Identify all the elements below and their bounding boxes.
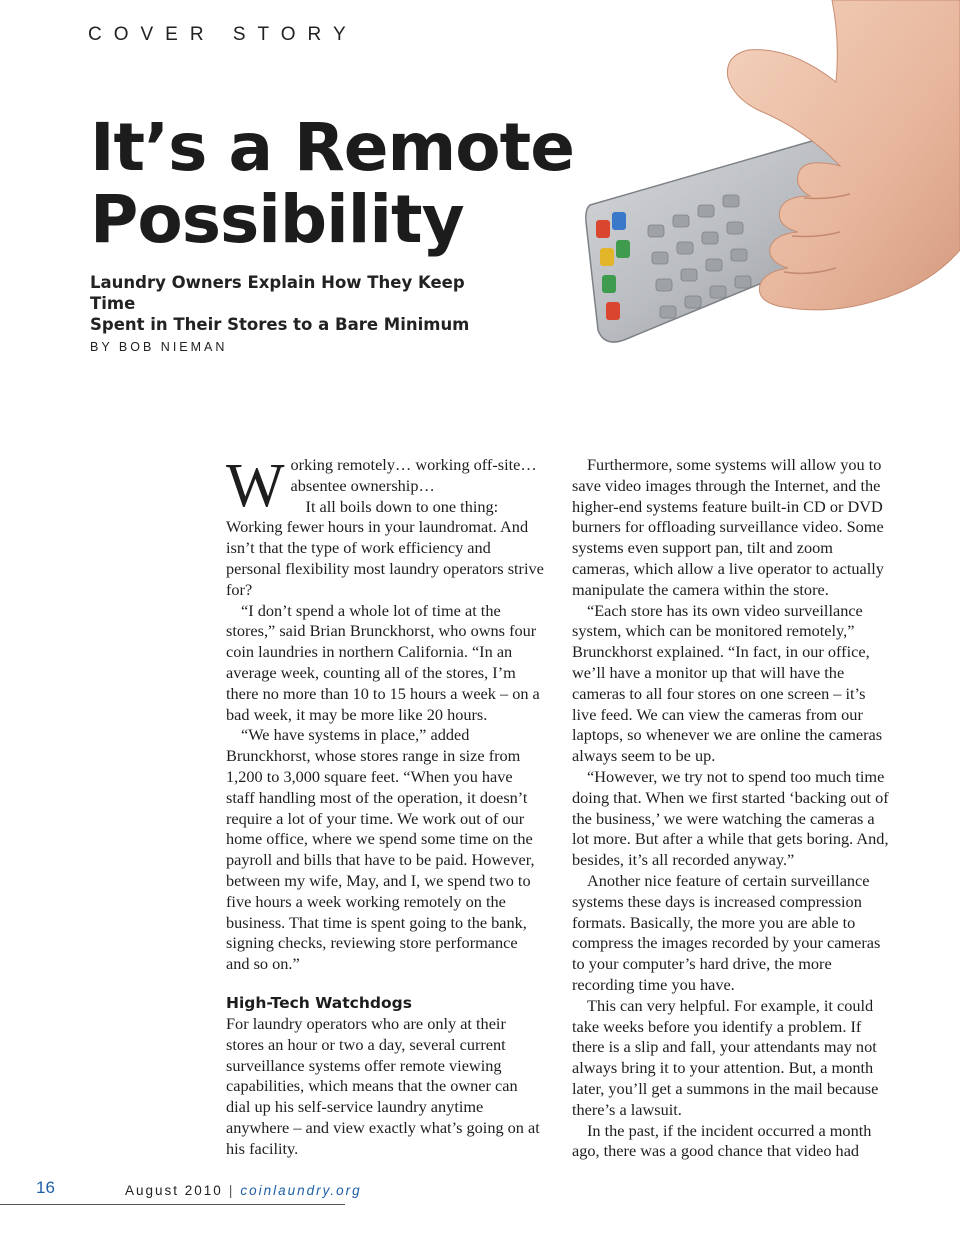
- footer-site-link[interactable]: coinlaundry.org: [240, 1183, 362, 1198]
- article-paragraph: In the past, if the incident occurred a month ago, there was a good chance that video had: [572, 1120, 872, 1161]
- article-paragraph: “We have systems in place,” added Brunckhorst, whose stores range in size from 1,200 to 3,000 square feet. “When you have staff handling most of the operation, it doesn’t require a lot of your time. We work out of our home office, where we spend some time on the payroll and bills that have to be paid. However, between my wife, May, and I, we spend two to five hours a week working remotely on the business. That time is spent going to the bank, signing checks, reviewing store performance and so on.”: [226, 725, 535, 974]
- page-number: 16: [36, 1178, 55, 1197]
- article-paragraph-text: orking remotely… working off-site… absentee ownership…: [290, 455, 537, 495]
- footer-separator: |: [228, 1183, 235, 1198]
- article-title: [90, 109, 610, 258]
- article-paragraph: This can very helpful. For example, it could take weeks before you identify a problem. If there is a slip and fall, your attendants may not always bring it to your attention. But, a month later, you’ll get a summons in the mail because there’s a lawsuit.: [572, 995, 879, 1119]
- drop-cap: W: [226, 452, 285, 520]
- article-paragraph: [226, 452, 544, 520]
- section-subhead: High-Tech Watchdogs: [226, 993, 412, 1012]
- hand-holding-remote-photo: [578, 0, 960, 352]
- article-paragraph: “However, we try not to spend too much time doing that. When we first started ‘backing out of the business,’ we were watching the cameras a lot more. But after a while that gets boring. And, besides, it’s all recorded anyway.”: [572, 766, 889, 870]
- article-paragraph: It all boils down to one thing: Working fewer hours in your laundromat. And isn’t that the type of work efficiency and personal flexibility most laundry operators strive for?: [226, 496, 544, 599]
- article-paragraph: Another nice feature of certain surveillance systems these days is increased compression formats. Basically, the more you are able to compress the images recorded by your cameras to your computer’s hard drive, the more recording time you have.: [572, 870, 881, 994]
- article-title-line-1: It’s a Remote: [90, 109, 574, 186]
- article-column-1: [226, 452, 544, 1160]
- byline: BY BOB NIEMAN: [90, 340, 228, 354]
- footer: [125, 1183, 362, 1198]
- article-subtitle-line-1: Laundry Owners Explain How They Keep Time: [90, 273, 465, 313]
- footer-date: August 2010: [125, 1183, 223, 1198]
- article-paragraph: “I don’t spend a whole lot of time at the stores,” said Brian Brunckhorst, who owns four coin laundries in northern California. “In an average week, counting all of the stores, I’m there no more than 10 to 15 hours a week – on a bad week, it may be more like 20 hours.: [226, 600, 540, 724]
- footer-rule: [0, 1204, 345, 1205]
- article-column-2: [572, 455, 890, 1162]
- article-paragraph: “Each store has its own video surveillance system, which can be monitored remotely,” Brunckhorst explained. “In fact, in our office, we’ll have a monitor up that will have the cameras to all four stores on one screen – it’s live feed. We can view the cameras from our laptops, so whenever we are online the cameras always seem to be up.: [572, 600, 883, 766]
- article-subtitle: [90, 272, 510, 335]
- section-kicker: COVER STORY: [88, 24, 358, 45]
- article-subtitle-line-2: Spent in Their Stores to a Bare Minimum: [90, 315, 470, 334]
- article-paragraph: For laundry operators who are only at their stores an hour or two a day, several current surveillance systems offer remote viewing capabilities, which means that the owner can dial up his self-service laundry anytime anywhere – and view exactly what’s going on at his facility.: [226, 1013, 540, 1158]
- article-paragraph: Furthermore, some systems will allow you to save video images through the Internet, and the higher-end systems feature built-in CD or DVD burners for offloading surveillance video. Some systems even support pan, tilt and zoom cameras, which allow a live operator to actually manipulate the camera within the store.: [572, 455, 884, 599]
- article-title-line-2: Possibility: [90, 181, 464, 258]
